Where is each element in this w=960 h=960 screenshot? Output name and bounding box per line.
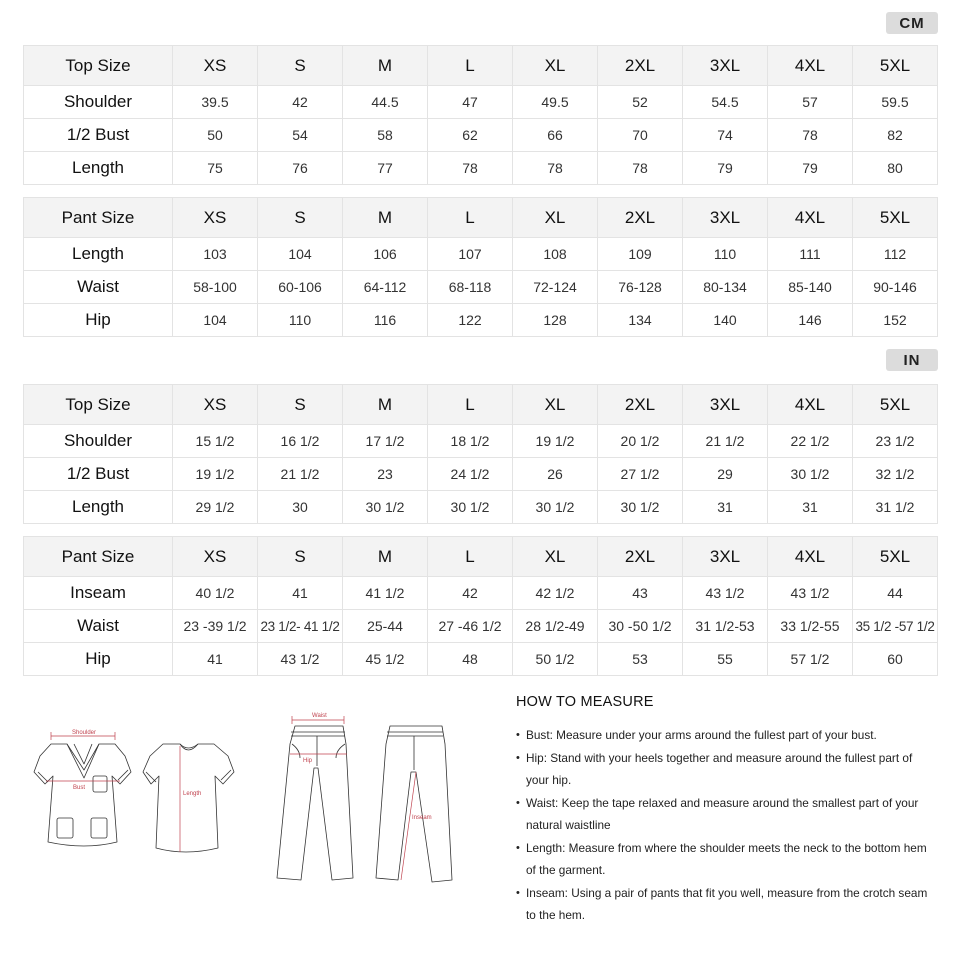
measurement-value: 110 — [258, 304, 343, 337]
measurement-value: 30 1/2 — [513, 491, 598, 524]
shoulder-label: Shoulder — [72, 730, 97, 736]
table-row — [24, 458, 938, 491]
garment-illustrations — [20, 700, 500, 900]
howto-item-length — [516, 837, 936, 882]
bust-label: Bust — [73, 785, 86, 791]
table-row — [24, 610, 938, 643]
measurement-value: 77 — [343, 152, 428, 185]
size-column-header: S — [258, 46, 343, 86]
measurement-value: 32 1/2 — [853, 458, 938, 491]
size-column-header: S — [258, 385, 343, 425]
measurement-label: Length — [24, 238, 173, 271]
measurement-value: 58-100 — [173, 271, 258, 304]
measurement-value: 42 — [258, 86, 343, 119]
table-row — [24, 304, 938, 337]
length-label: Length — [183, 791, 202, 797]
measurement-value: 35 1/2 -57 1/2 — [853, 610, 938, 643]
size-column-header: 2XL — [598, 537, 683, 577]
measurement-value: 23 1/2 — [853, 425, 938, 458]
measurement-value: 45 1/2 — [343, 643, 428, 676]
measurement-value: 60-106 — [258, 271, 343, 304]
size-column-header: L — [428, 198, 513, 238]
measurement-value: 80 — [853, 152, 938, 185]
measurement-value: 48 — [428, 643, 513, 676]
size-column-header: XS — [173, 198, 258, 238]
measurement-value: 33 1/2-55 — [768, 610, 853, 643]
table-header-row — [24, 385, 938, 425]
measurement-value: 60 — [853, 643, 938, 676]
bullet-icon: • — [516, 841, 520, 854]
size-column-header: 3XL — [683, 198, 768, 238]
measurement-value: 47 — [428, 86, 513, 119]
size-column-header: XL — [513, 537, 598, 577]
measurement-value: 82 — [853, 119, 938, 152]
measurement-value: 16 1/2 — [258, 425, 343, 458]
size-column-header: 2XL — [598, 198, 683, 238]
inseam-label: Inseam — [412, 815, 432, 821]
in-pant-size-table — [23, 536, 938, 676]
top-front-illustration — [34, 744, 131, 846]
measurement-label: Waist — [24, 610, 173, 643]
measurement-value: 58 — [343, 119, 428, 152]
size-column-header: 5XL — [853, 537, 938, 577]
table-row — [24, 491, 938, 524]
size-column-header: S — [258, 198, 343, 238]
measurement-value: 50 — [173, 119, 258, 152]
bullet-icon: • — [516, 729, 520, 741]
measurement-value: 43 1/2 — [683, 577, 768, 610]
measurement-value: 78 — [598, 152, 683, 185]
measurement-label: Shoulder — [24, 425, 173, 458]
unit-badge-cm: CM — [886, 12, 938, 34]
measurement-value: 78 — [428, 152, 513, 185]
measurement-value: 64-112 — [343, 271, 428, 304]
table-row — [24, 238, 938, 271]
bullet-icon: • — [516, 796, 520, 809]
measurement-value: 21 1/2 — [683, 425, 768, 458]
measurement-value: 41 — [258, 577, 343, 610]
measurement-value: 79 — [768, 152, 853, 185]
size-column-header: 3XL — [683, 537, 768, 577]
size-column-header: 3XL — [683, 46, 768, 86]
bullet-icon: • — [516, 751, 520, 764]
size-column-header: XL — [513, 198, 598, 238]
measurement-value: 43 1/2 — [768, 577, 853, 610]
measurement-value: 72-124 — [513, 271, 598, 304]
measurement-value: 21 1/2 — [258, 458, 343, 491]
size-column-header: M — [343, 537, 428, 577]
size-column-header: 3XL — [683, 385, 768, 425]
table-row — [24, 152, 938, 185]
measurement-value: 28 1/2-49 — [513, 610, 598, 643]
howto-text: Hip: Stand with your heels together and measure around the fullest part of your hip. — [526, 750, 913, 787]
table-row — [24, 643, 938, 676]
table-row — [24, 271, 938, 304]
measurement-value: 20 1/2 — [598, 425, 683, 458]
measurement-value: 76 — [258, 152, 343, 185]
measurement-value: 30 1/2 — [768, 458, 853, 491]
measurement-value: 80-134 — [683, 271, 768, 304]
measurement-value: 103 — [173, 238, 258, 271]
measurement-value: 75 — [173, 152, 258, 185]
measurement-value: 109 — [598, 238, 683, 271]
table-corner-label: Pant Size — [24, 537, 173, 577]
measurement-value: 108 — [513, 238, 598, 271]
measurement-value: 19 1/2 — [173, 458, 258, 491]
measurement-value: 30 1/2 — [598, 491, 683, 524]
table-row — [24, 425, 938, 458]
measurement-value: 30 1/2 — [343, 491, 428, 524]
measurement-value: 44 — [853, 577, 938, 610]
measurement-value: 134 — [598, 304, 683, 337]
measurement-value: 26 — [513, 458, 598, 491]
table-header-row — [24, 46, 938, 86]
measurement-value: 104 — [173, 304, 258, 337]
table-corner-label: Top Size — [24, 385, 173, 425]
measurement-value: 27 1/2 — [598, 458, 683, 491]
measurement-label: 1/2 Bust — [24, 119, 173, 152]
hip-label: Hip — [303, 758, 313, 764]
size-column-header: M — [343, 385, 428, 425]
measurement-value: 25-44 — [343, 610, 428, 643]
measurement-value: 49.5 — [513, 86, 598, 119]
measurement-value: 23 1/2- 41 1/2 — [258, 610, 343, 643]
table-header-row — [24, 198, 938, 238]
measurement-label: Hip — [24, 643, 173, 676]
measurement-value: 104 — [258, 238, 343, 271]
measurement-value: 90-146 — [853, 271, 938, 304]
howto-text: Length: Measure from where the shoulder meets the neck to the bottom hem of the garment. — [526, 840, 927, 877]
measurement-value: 30 -50 1/2 — [598, 610, 683, 643]
waist-label: Waist — [312, 713, 327, 719]
size-column-header: L — [428, 46, 513, 86]
measurement-value: 85-140 — [768, 271, 853, 304]
measurement-value: 111 — [768, 238, 853, 271]
measurement-value: 59.5 — [853, 86, 938, 119]
size-column-header: 4XL — [768, 385, 853, 425]
pants-front-illustration — [277, 726, 353, 880]
measurement-value: 22 1/2 — [768, 425, 853, 458]
measurement-value: 31 1/2-53 — [683, 610, 768, 643]
size-column-header: 2XL — [598, 46, 683, 86]
measurement-value: 54.5 — [683, 86, 768, 119]
measurement-label: Length — [24, 152, 173, 185]
measurement-label: 1/2 Bust — [24, 458, 173, 491]
measurement-value: 50 1/2 — [513, 643, 598, 676]
size-column-header: 4XL — [768, 198, 853, 238]
measurement-value: 66 — [513, 119, 598, 152]
size-column-header: 4XL — [768, 537, 853, 577]
garment-diagram — [20, 700, 500, 900]
measurement-value: 70 — [598, 119, 683, 152]
howto-text: Bust: Measure under your arms around the fullest part of your bust. — [526, 728, 877, 742]
in-top-size-table — [23, 384, 938, 524]
measurement-value: 57 1/2 — [768, 643, 853, 676]
measurement-value: 43 — [598, 577, 683, 610]
measurement-value: 31 1/2 — [853, 491, 938, 524]
table-row — [24, 577, 938, 610]
unit-badge-in: IN — [886, 349, 938, 371]
measurement-value: 74 — [683, 119, 768, 152]
howto-item-hip — [516, 747, 936, 792]
howto-item-waist — [516, 792, 936, 837]
how-to-measure-title: HOW TO MEASURE — [516, 694, 654, 710]
measurement-value: 76-128 — [598, 271, 683, 304]
measurement-value: 79 — [683, 152, 768, 185]
table-corner-label: Pant Size — [24, 198, 173, 238]
measurement-value: 106 — [343, 238, 428, 271]
size-column-header: XS — [173, 46, 258, 86]
size-column-header: 2XL — [598, 385, 683, 425]
measurement-value: 31 — [768, 491, 853, 524]
measurement-label: Waist — [24, 271, 173, 304]
measurement-value: 42 — [428, 577, 513, 610]
size-column-header: XS — [173, 385, 258, 425]
table-row — [24, 119, 938, 152]
measurement-value: 116 — [343, 304, 428, 337]
measurement-label: Shoulder — [24, 86, 173, 119]
measurement-value: 57 — [768, 86, 853, 119]
measurement-value: 122 — [428, 304, 513, 337]
size-column-header: M — [343, 46, 428, 86]
cm-top-size-table — [23, 45, 938, 185]
measurement-value: 68-118 — [428, 271, 513, 304]
measurement-value: 18 1/2 — [428, 425, 513, 458]
size-column-header: XL — [513, 46, 598, 86]
size-column-header: 5XL — [853, 198, 938, 238]
measurement-label: Inseam — [24, 577, 173, 610]
measurement-value: 112 — [853, 238, 938, 271]
size-column-header: L — [428, 537, 513, 577]
top-back-illustration — [143, 744, 234, 852]
howto-item-bust — [516, 724, 936, 747]
howto-text: Waist: Keep the tape relaxed and measure around the smallest part of your natural waistline — [526, 795, 919, 832]
measurement-value: 44.5 — [343, 86, 428, 119]
measurement-label: Length — [24, 491, 173, 524]
measurement-value: 24 1/2 — [428, 458, 513, 491]
table-header-row — [24, 537, 938, 577]
table-row — [24, 86, 938, 119]
measurement-value: 27 -46 1/2 — [428, 610, 513, 643]
measurement-value: 23 -39 1/2 — [173, 610, 258, 643]
measurement-value: 41 1/2 — [343, 577, 428, 610]
measurement-value: 140 — [683, 304, 768, 337]
measurement-value: 62 — [428, 119, 513, 152]
pants-back-illustration — [376, 726, 452, 882]
measurement-value: 23 — [343, 458, 428, 491]
size-column-header: XL — [513, 385, 598, 425]
howto-text: Inseam: Using a pair of pants that fit you well, measure from the crotch seam to the hem. — [526, 885, 928, 922]
size-column-header: 4XL — [768, 46, 853, 86]
size-column-header: 5XL — [853, 385, 938, 425]
bullet-icon: • — [516, 886, 520, 899]
measurement-value: 31 — [683, 491, 768, 524]
measurement-value: 43 1/2 — [258, 643, 343, 676]
how-to-measure-list — [516, 724, 936, 927]
measurement-value: 29 — [683, 458, 768, 491]
measurement-value: 55 — [683, 643, 768, 676]
measurement-value: 78 — [768, 119, 853, 152]
measurement-value: 52 — [598, 86, 683, 119]
size-column-header: XS — [173, 537, 258, 577]
size-column-header: L — [428, 385, 513, 425]
size-column-header: 5XL — [853, 46, 938, 86]
measurement-value: 152 — [853, 304, 938, 337]
measurement-value: 15 1/2 — [173, 425, 258, 458]
measurement-value: 146 — [768, 304, 853, 337]
measurement-label: Hip — [24, 304, 173, 337]
measurement-value: 128 — [513, 304, 598, 337]
measurement-value: 29 1/2 — [173, 491, 258, 524]
size-column-header: S — [258, 537, 343, 577]
measurement-value: 30 1/2 — [428, 491, 513, 524]
size-column-header: M — [343, 198, 428, 238]
measurement-value: 107 — [428, 238, 513, 271]
measurement-value: 54 — [258, 119, 343, 152]
measurement-value: 30 — [258, 491, 343, 524]
measurement-value: 19 1/2 — [513, 425, 598, 458]
how-to-measure-section — [516, 694, 936, 927]
measurement-value: 110 — [683, 238, 768, 271]
measurement-value: 42 1/2 — [513, 577, 598, 610]
measurement-value: 78 — [513, 152, 598, 185]
measurement-value: 41 — [173, 643, 258, 676]
measurement-value: 40 1/2 — [173, 577, 258, 610]
measurement-value: 53 — [598, 643, 683, 676]
howto-item-inseam — [516, 882, 936, 927]
measurement-value: 39.5 — [173, 86, 258, 119]
cm-pant-size-table — [23, 197, 938, 337]
measurement-value: 17 1/2 — [343, 425, 428, 458]
table-corner-label: Top Size — [24, 46, 173, 86]
